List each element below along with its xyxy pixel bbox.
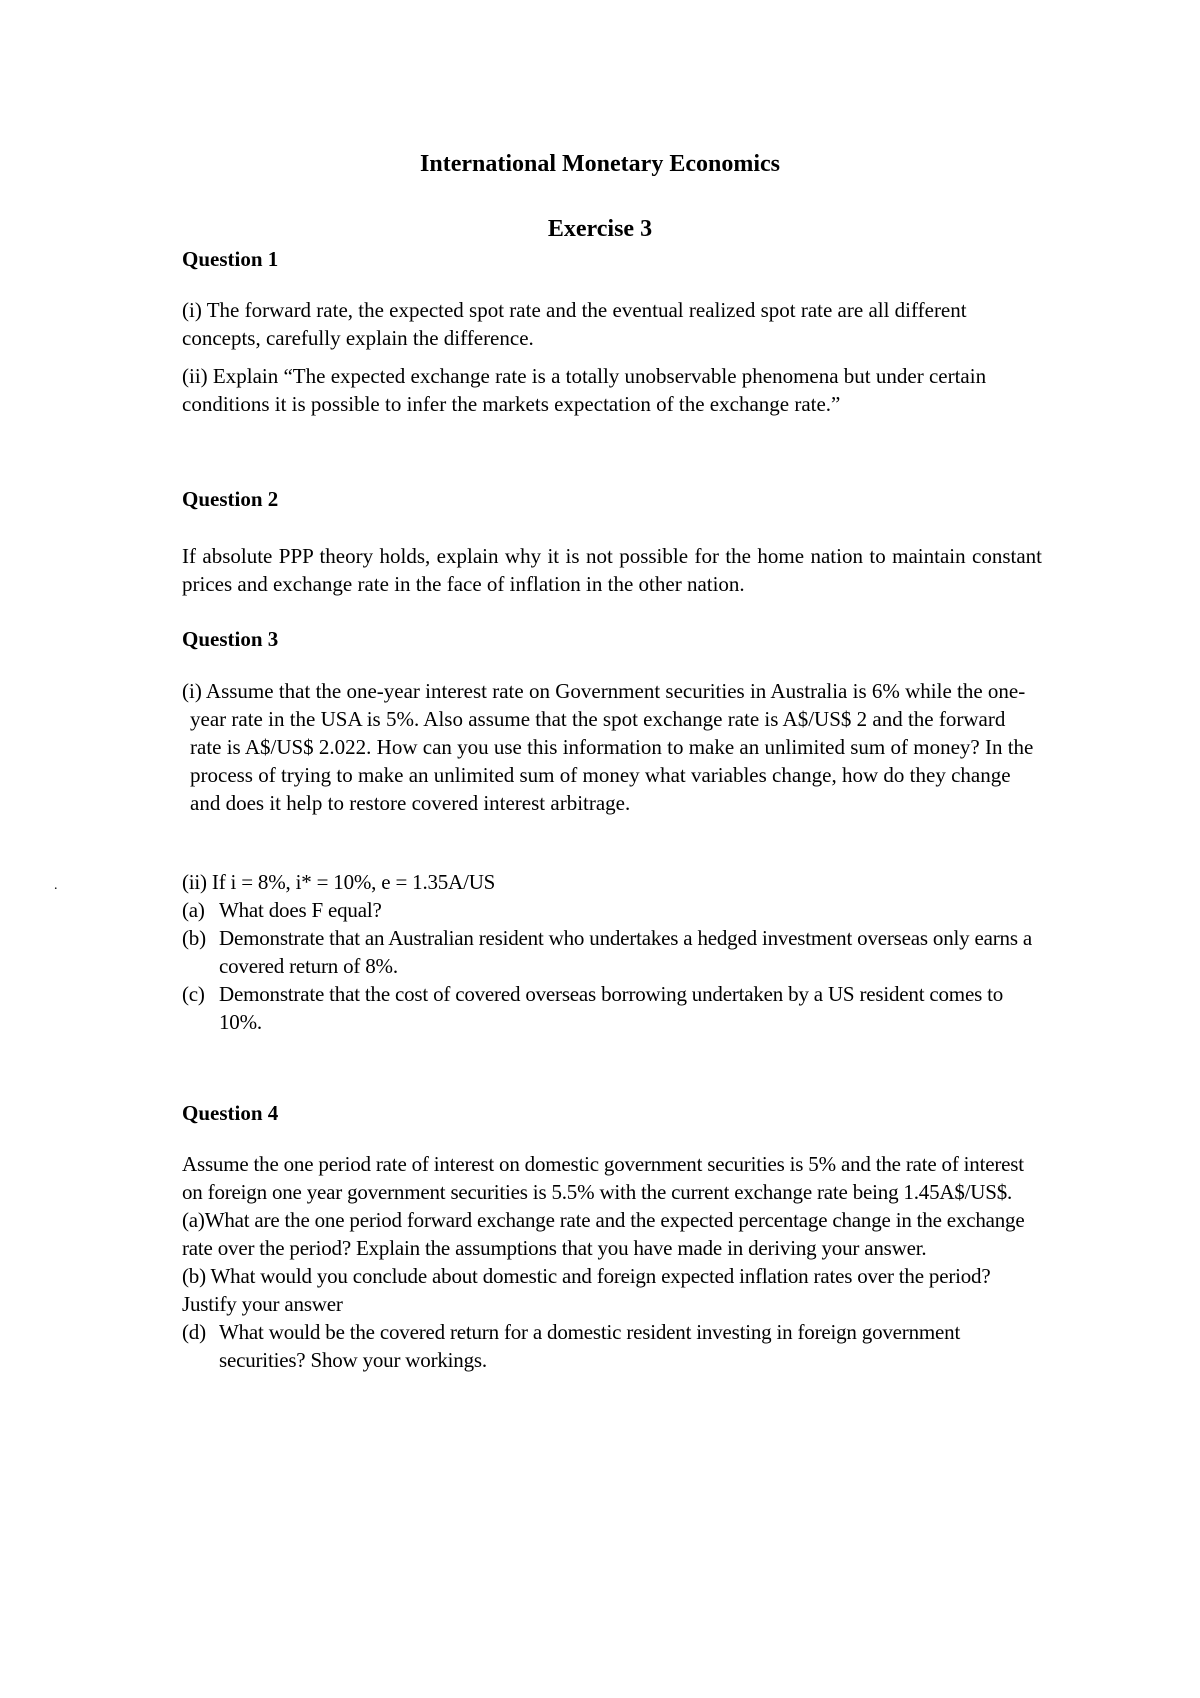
item-label: (b) [182, 926, 206, 950]
question-3-item-a [182, 896, 1042, 924]
question-1-heading: Question 1 [182, 247, 279, 271]
item-label: (c) [182, 982, 205, 1006]
question-3-item-b [182, 924, 1042, 980]
question-3-part-ii-text: (ii) If i = 8%, i* = 10%, e = 1.35A/US [182, 870, 496, 894]
margin-dot: . [54, 878, 58, 893]
question-3-part-i [182, 677, 1042, 817]
question-1-part-ii: (ii) Explain “The expected exchange rate is a totally unobservable phenomena but under certain conditions it is possible to infer the markets expectation of the exchange rate.” [182, 364, 987, 416]
item-label: (a) [182, 898, 205, 922]
item-text: What does F equal? [219, 898, 382, 922]
question-3-heading: Question 3 [182, 627, 279, 651]
question-3-part-i-text: (i) Assume that the one-year interest rate on Government securities in Australia is 6% while the one-year rate in the USA is 5%. Also assume that the spot exchange rate is A$/US$ 2 and the forward rate is A$/US$ 2.022. How can you use this information to make an unlimited sum of money? In the process of trying to make an unlimited sum of money what variables change, how do they change and does it help to restore covered interest arbitrage. [182, 679, 1034, 815]
question-2-heading: Question 2 [182, 487, 279, 511]
question-2-body: If absolute PPP theory holds, explain why it is not possible for the home nation to maintain constant prices and exchange rate in the face of inflation in the other nation. [182, 544, 1042, 596]
item-text: What would be the covered return for a domestic resident investing in foreign government securities? Show your workings. [219, 1320, 961, 1372]
question-1-body [182, 296, 1042, 418]
question-4-part-a: (a)What are the one period forward exchange rate and the expected percentage change in the exchange rate over the period? Explain the assumptions that you have made in deriving your answer. [182, 1208, 1025, 1260]
question-4-body [182, 1150, 1042, 1374]
question-1-part-i: (i) The forward rate, the expected spot rate and the eventual realized spot rate are all different concepts, carefully explain the difference. [182, 298, 967, 350]
question-3-part-ii [182, 868, 1042, 1036]
question-4-part-b: (b) What would you conclude about domestic and foreign expected inflation rates over the period? Justify your answer [182, 1264, 991, 1316]
question-3-item-c [182, 980, 1042, 1036]
document-title: International Monetary Economics [420, 151, 780, 177]
item-label: (d) [182, 1320, 206, 1344]
question-4-item-d [182, 1318, 1042, 1374]
item-text: Demonstrate that an Australian resident who undertakes a hedged investment overseas only earns a covered return of 8%. [219, 926, 1032, 978]
question-4-intro: Assume the one period rate of interest on domestic government securities is 5% and the rate of interest on foreign one year government securities is 5.5% with the current exchange rate being 1.45A$/US$. [182, 1152, 1024, 1204]
document-subtitle: Exercise 3 [547, 216, 653, 242]
item-text: Demonstrate that the cost of covered overseas borrowing undertaken by a US resident comes to 10%. [219, 982, 1004, 1034]
question-4-heading: Question 4 [182, 1101, 279, 1125]
